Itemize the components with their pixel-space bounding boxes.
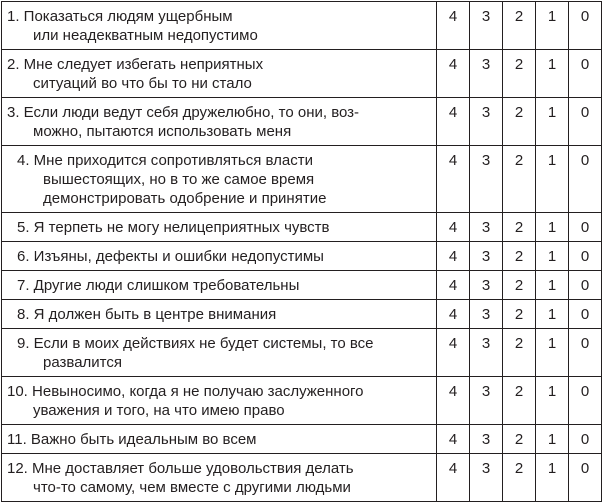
statement-line: развалится: [43, 354, 122, 371]
statement-line: 5. Я терпеть не могу нелицеприятных чувств: [17, 219, 330, 236]
statement-line: что-то самому, чем вместе с другими людьми: [33, 479, 351, 496]
statement-cell: [2, 454, 437, 502]
table-row: [2, 146, 602, 213]
score-option-4[interactable]: 4: [437, 213, 470, 242]
score-option-0[interactable]: 0: [569, 2, 602, 50]
score-option-1[interactable]: 1: [536, 98, 569, 146]
statement-line: 10. Невыносимо, когда я не получаю заслуженного: [7, 383, 364, 400]
table-row: [2, 50, 602, 98]
statement-line: 8. Я должен быть в центре внимания: [17, 306, 277, 323]
score-option-0[interactable]: 0: [569, 425, 602, 454]
score-option-0[interactable]: 0: [569, 300, 602, 329]
score-option-1[interactable]: 1: [536, 50, 569, 98]
score-option-4[interactable]: 4: [437, 2, 470, 50]
statement-line: вышестоящих, но в то же самое время: [43, 171, 315, 188]
score-option-3[interactable]: 3: [470, 300, 503, 329]
statement-line: 12. Мне доставляет больше удовольствия делать: [7, 460, 354, 477]
score-option-4[interactable]: 4: [437, 454, 470, 502]
statement-line: 11. Важно быть идеальным во всем: [7, 431, 257, 448]
statement-cell: [2, 425, 437, 454]
statement-line: 7. Другие люди слишком требовательны: [17, 277, 300, 294]
score-option-2[interactable]: 2: [503, 146, 536, 213]
statement-line: ситуаций во что бы то ни стало: [33, 75, 252, 92]
score-option-0[interactable]: 0: [569, 271, 602, 300]
score-option-4[interactable]: 4: [437, 329, 470, 377]
score-option-0[interactable]: 0: [569, 242, 602, 271]
score-option-2[interactable]: 2: [503, 98, 536, 146]
score-option-4[interactable]: 4: [437, 425, 470, 454]
statement-line: уважения и того, на что имею право: [33, 402, 285, 419]
statement-line: 1. Показаться людям ущербным: [7, 8, 233, 25]
score-option-3[interactable]: 3: [470, 146, 503, 213]
table-row: [2, 242, 602, 271]
score-option-0[interactable]: 0: [569, 50, 602, 98]
score-option-0[interactable]: 0: [569, 213, 602, 242]
score-option-0[interactable]: 0: [569, 454, 602, 502]
statement-line: демонстрировать одобрение и принятие: [43, 190, 327, 207]
score-option-3[interactable]: 3: [470, 242, 503, 271]
score-option-4[interactable]: 4: [437, 98, 470, 146]
statement-cell: [2, 50, 437, 98]
table-row: [2, 300, 602, 329]
score-option-3[interactable]: 3: [470, 2, 503, 50]
table-row: [2, 213, 602, 242]
score-option-0[interactable]: 0: [569, 377, 602, 425]
statement-line: 6. Изъяны, дефекты и ошибки недопустимы: [17, 248, 324, 265]
score-option-1[interactable]: 1: [536, 454, 569, 502]
statement-line: 4. Мне приходится сопротивляться власти: [17, 152, 313, 169]
statement-line: можно, пытаются использовать меня: [33, 123, 292, 140]
score-option-3[interactable]: 3: [470, 98, 503, 146]
statement-line: 3. Если люди ведут себя дружелюбно, то они, воз-: [7, 104, 360, 121]
score-option-1[interactable]: 1: [536, 425, 569, 454]
score-option-3[interactable]: 3: [470, 454, 503, 502]
score-option-0[interactable]: 0: [569, 329, 602, 377]
score-option-3[interactable]: 3: [470, 377, 503, 425]
statement-cell: [2, 213, 437, 242]
score-option-2[interactable]: 2: [503, 300, 536, 329]
score-option-3[interactable]: 3: [470, 425, 503, 454]
score-option-3[interactable]: 3: [470, 213, 503, 242]
statement-cell: [2, 98, 437, 146]
table-row: [2, 98, 602, 146]
score-option-2[interactable]: 2: [503, 50, 536, 98]
statement-line: 2. Мне следует избегать неприятных: [7, 56, 264, 73]
score-option-4[interactable]: 4: [437, 271, 470, 300]
score-option-1[interactable]: 1: [536, 377, 569, 425]
score-option-0[interactable]: 0: [569, 98, 602, 146]
score-option-2[interactable]: 2: [503, 213, 536, 242]
score-option-2[interactable]: 2: [503, 2, 536, 50]
statement-line: 9. Если в моих действиях не будет системы, то все: [17, 335, 374, 352]
score-option-2[interactable]: 2: [503, 329, 536, 377]
score-option-3[interactable]: 3: [470, 271, 503, 300]
statement-line: или неадекватным недопустимо: [33, 27, 258, 44]
score-option-4[interactable]: 4: [437, 242, 470, 271]
score-option-3[interactable]: 3: [470, 50, 503, 98]
table-row: [2, 377, 602, 425]
score-option-2[interactable]: 2: [503, 425, 536, 454]
score-option-4[interactable]: 4: [437, 50, 470, 98]
score-option-4[interactable]: 4: [437, 377, 470, 425]
table-row: [2, 454, 602, 502]
statement-cell: [2, 242, 437, 271]
score-option-1[interactable]: 1: [536, 271, 569, 300]
score-option-1[interactable]: 1: [536, 213, 569, 242]
score-option-1[interactable]: 1: [536, 329, 569, 377]
table-row: [2, 271, 602, 300]
statement-cell: [2, 146, 437, 213]
statement-cell: [2, 300, 437, 329]
score-option-1[interactable]: 1: [536, 242, 569, 271]
score-option-4[interactable]: 4: [437, 300, 470, 329]
questionnaire-body: [2, 2, 602, 502]
score-option-1[interactable]: 1: [536, 146, 569, 213]
questionnaire-table: [1, 1, 602, 502]
score-option-1[interactable]: 1: [536, 2, 569, 50]
statement-cell: [2, 2, 437, 50]
table-row: [2, 2, 602, 50]
statement-cell: [2, 271, 437, 300]
score-option-2[interactable]: 2: [503, 271, 536, 300]
table-row: [2, 329, 602, 377]
table-row: [2, 425, 602, 454]
score-option-2[interactable]: 2: [503, 377, 536, 425]
score-option-4[interactable]: 4: [437, 146, 470, 213]
score-option-2[interactable]: 2: [503, 454, 536, 502]
score-option-2[interactable]: 2: [503, 242, 536, 271]
statement-cell: [2, 377, 437, 425]
score-option-0[interactable]: 0: [569, 146, 602, 213]
score-option-3[interactable]: 3: [470, 329, 503, 377]
statement-cell: [2, 329, 437, 377]
score-option-1[interactable]: 1: [536, 300, 569, 329]
